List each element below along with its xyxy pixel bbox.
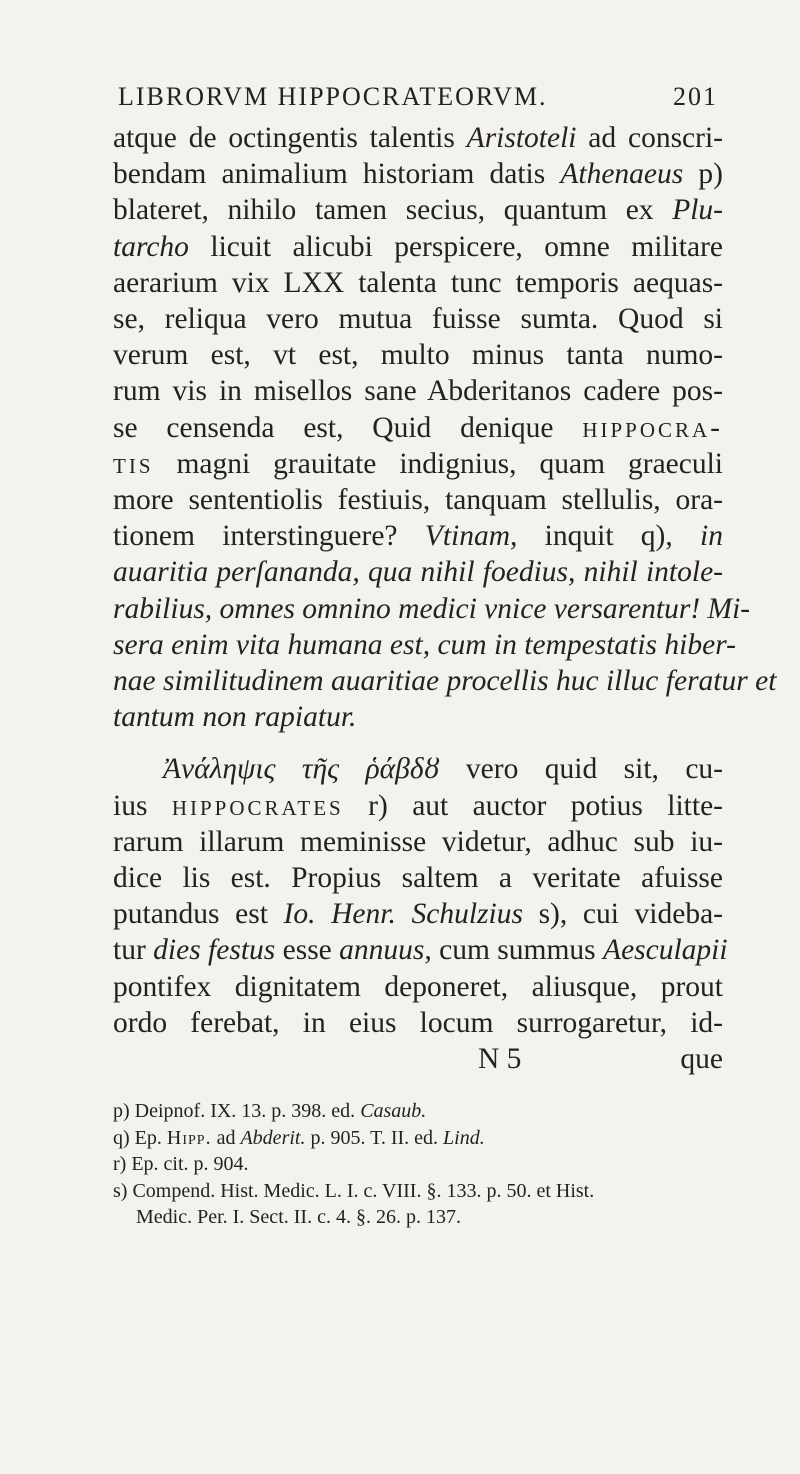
footnote-r: r) Ep. cit. p. 904. [113,1153,249,1175]
running-head-title: LIBRORVM HIPPOCRATEORVM. [118,82,548,111]
text-line: rabilius, omnes omnino medici vnice versarentur! Mi- [113,592,751,625]
footnote-q: q) Ep. Hipp. ad Abderit. p. 905. T. II. ed. Lind. [113,1126,485,1149]
text-line: putandus est Io. Henr. Schulzius s), cui videba- [113,898,723,931]
text-line: Ἀνάληψις τῆς ῥάβδȣ vero quid sit, cu- [163,753,723,786]
text-line: tarcho licuit alicubi perspicere, omne militare [113,230,723,263]
footnote-p: p) Deipnof. IX. 13. p. 398. ed. Casaub. [113,1100,427,1122]
footnotes [113,1098,733,1231]
text-line: nae similitudinem auaritiae procellis huc illuc feratur et [113,665,777,698]
text-line: tionem interstinguere? Vtinam, inquit q), in [113,520,723,553]
page-number: 201 [673,82,718,111]
text-line: blateret, nihilo tamen secius, quantum ex Plu- [113,194,723,227]
text-line: auaritia perſananda, qua nihil foedius, nihil intole- [113,556,723,589]
footnote-s-continued: Medic. Per. I. Sect. II. c. 4. §. 26. p. 137. [136,1206,461,1228]
text-line: ius hippocrates r) aut auctor potius litte- [113,789,723,822]
text-line: rarum illarum meminisse videtur, adhuc sub iu- [113,825,723,858]
text-line: rum vis in misellos sane Abderitanos cadere pos- [113,375,723,408]
text-line: tur dies festus esse annuus, cum summus Aesculapii [113,934,728,967]
paragraph-gap [113,735,723,751]
text-line: sera enim vita humana est, cum in tempestatis hiber- [113,628,736,661]
body-text [113,120,777,1041]
text-line: dice lis est. Propius saltem a veritate afuisse [113,862,723,895]
text-line: tis magni grauitate indignius, quam graeculi [113,447,723,480]
text-line: atque de octingentis talentis Aristoteli ad conscri- [113,122,723,154]
text-line: ordo ferebat, in eius locum surrogaretur, id- [113,1006,723,1039]
text-line: more sententiolis festiuis, tanquam stellulis, ora- [113,484,723,517]
text-line: tantum non rapiatur. [113,701,357,734]
text-line: se censenda est, Quid denique hippocra- [113,411,723,444]
running-head [118,82,718,112]
text-line: pontifex dignitatem deponeret, aliusque, prout [113,970,723,1003]
footnote-s: s) Compend. Hist. Medic. L. I. c. VIII. §. 133. p. 50. et Hist. [113,1179,595,1202]
signature-mark: N 5 [478,1043,522,1075]
catchword: que [680,1043,723,1075]
text-line: aerarium vix LXX talenta tunc temporis aequas- [113,266,723,299]
text-line: se, reliqua vero mutua fuisse sumta. Quod si [113,303,723,336]
text-line: verum est, vt est, multo minus tanta numo- [113,339,723,372]
text-line: bendam animalium historiam datis Athenaeus p) [113,158,724,191]
